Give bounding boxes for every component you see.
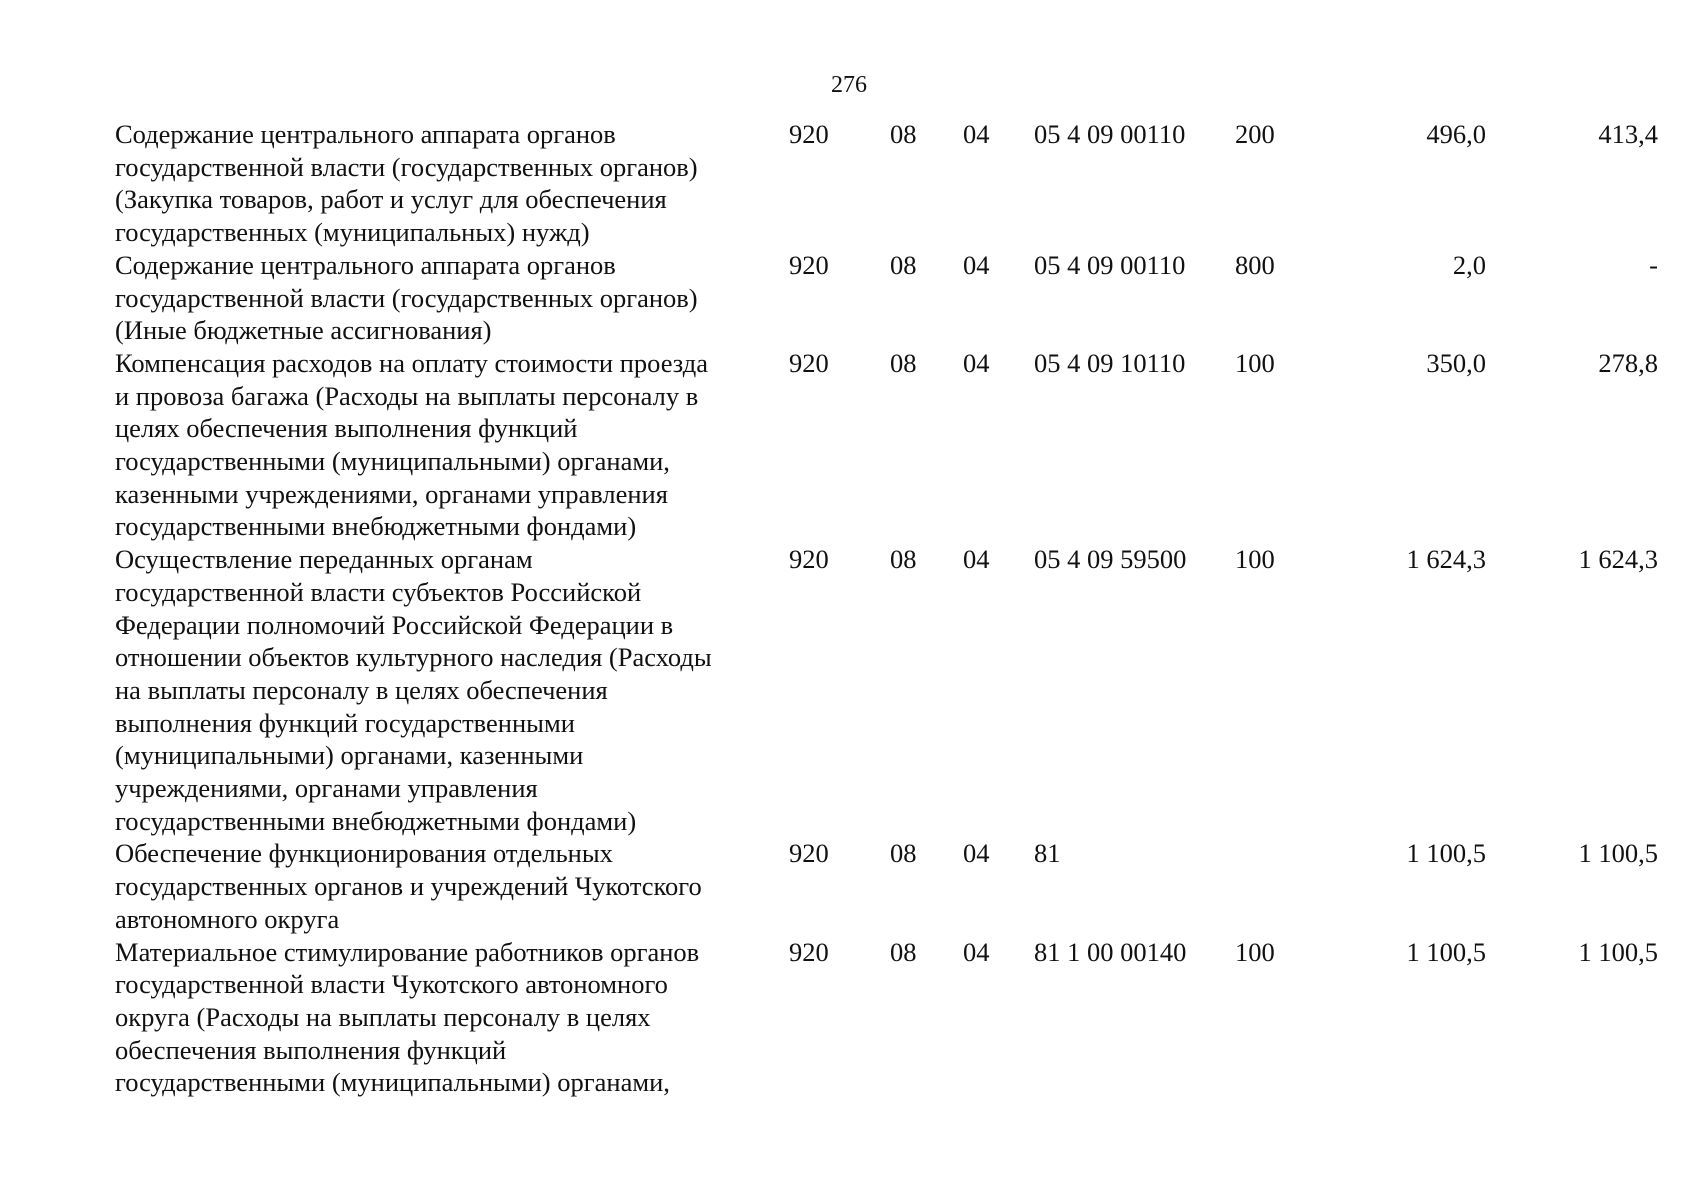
subsection-code: 04 (963, 936, 990, 967)
ministry-code: 920 (789, 119, 829, 149)
target-article-code: 05 4 09 00110 (1034, 249, 1186, 280)
subsection-code: 04 (963, 838, 990, 869)
planned-amount: 1 100,5 (1406, 936, 1486, 967)
executed-amount: - (1649, 249, 1658, 280)
subsection-code: 04 (963, 347, 990, 378)
section-code: 08 (890, 838, 917, 869)
planned-amount: 1 100,5 (1406, 838, 1486, 869)
ministry-code: 920 (789, 936, 829, 967)
target-article-code: 05 4 09 59500 (1034, 544, 1187, 575)
section-code: 08 (890, 936, 917, 967)
table-row (0, 118, 1698, 249)
table-row (0, 936, 1698, 1100)
section-code: 08 (890, 119, 917, 149)
executed-amount: 1 624,3 (1578, 544, 1658, 575)
section-code: 08 (890, 249, 917, 280)
executed-amount: 1 100,5 (1578, 838, 1658, 869)
expense-type-code: 800 (1235, 249, 1275, 280)
row-description: Осуществление переданных органам государственной власти субъектов Российской Федерации полномочий Российской Федерации в отношении объектов культурного наследия (Расходы на выплаты персоналу в целях обеспечения выполнения функций государственными (муниципальными) органами, казенными учреждениями, органами управления государственными внебюджетными фондами) (115, 544, 712, 836)
subsection-code: 04 (963, 119, 990, 149)
planned-amount: 496,0 (1426, 119, 1486, 149)
planned-amount: 1 624,3 (1406, 544, 1486, 575)
row-description: Обеспечение функционирования отдельных государственных органов и учреждений Чукотского автономного округа (115, 838, 702, 934)
expense-type-code: 100 (1235, 544, 1275, 575)
budget-table (0, 118, 1698, 1099)
target-article-code: 05 4 09 10110 (1034, 347, 1186, 378)
executed-amount: 1 100,5 (1578, 936, 1658, 967)
table-row (0, 543, 1698, 837)
section-code: 08 (890, 347, 917, 378)
table-row (0, 837, 1698, 935)
executed-amount: 413,4 (1598, 119, 1658, 149)
ministry-code: 920 (789, 249, 829, 280)
planned-amount: 2,0 (1452, 249, 1486, 280)
expense-type-code: 100 (1235, 347, 1275, 378)
table-row (0, 347, 1698, 543)
table-row (0, 249, 1698, 347)
row-description: Содержание центрального аппарата органов государственной власти (государственных органов) (Иные бюджетные ассигнования) (115, 249, 698, 346)
target-article-code: 05 4 09 00110 (1034, 119, 1186, 149)
page-number: 276 (831, 72, 867, 98)
subsection-code: 04 (963, 249, 990, 280)
row-description: Материальное стимулирование работников органов государственной власти Чукотского автономного округа (Расходы на выплаты персоналу в целях обеспечения выполнения функций государственными (муниципальными) органами, (115, 936, 700, 1098)
row-description: Содержание центрального аппарата органов государственной власти (государственных органов) (Закупка товаров, работ и услуг для обеспечения государственных (муниципальных) нужд) (115, 119, 698, 248)
subsection-code: 04 (963, 544, 990, 575)
ministry-code: 920 (789, 838, 829, 869)
expense-type-code: 100 (1235, 936, 1275, 967)
ministry-code: 920 (789, 544, 829, 575)
expense-type-code: 200 (1235, 119, 1275, 149)
planned-amount: 350,0 (1426, 347, 1486, 378)
target-article-code: 81 (1034, 838, 1061, 869)
row-description: Компенсация расходов на оплату стоимости проезда и провоза багажа (Расходы на выплаты персоналу в целях обеспечения выполнения функций государственными (муниципальными) органами, казенными учреждениями, органами управления государственными внебюджетными фондами) (115, 347, 709, 542)
target-article-code: 81 1 00 00140 (1034, 936, 1187, 967)
ministry-code: 920 (789, 347, 829, 378)
section-code: 08 (890, 544, 917, 575)
executed-amount: 278,8 (1598, 347, 1658, 378)
